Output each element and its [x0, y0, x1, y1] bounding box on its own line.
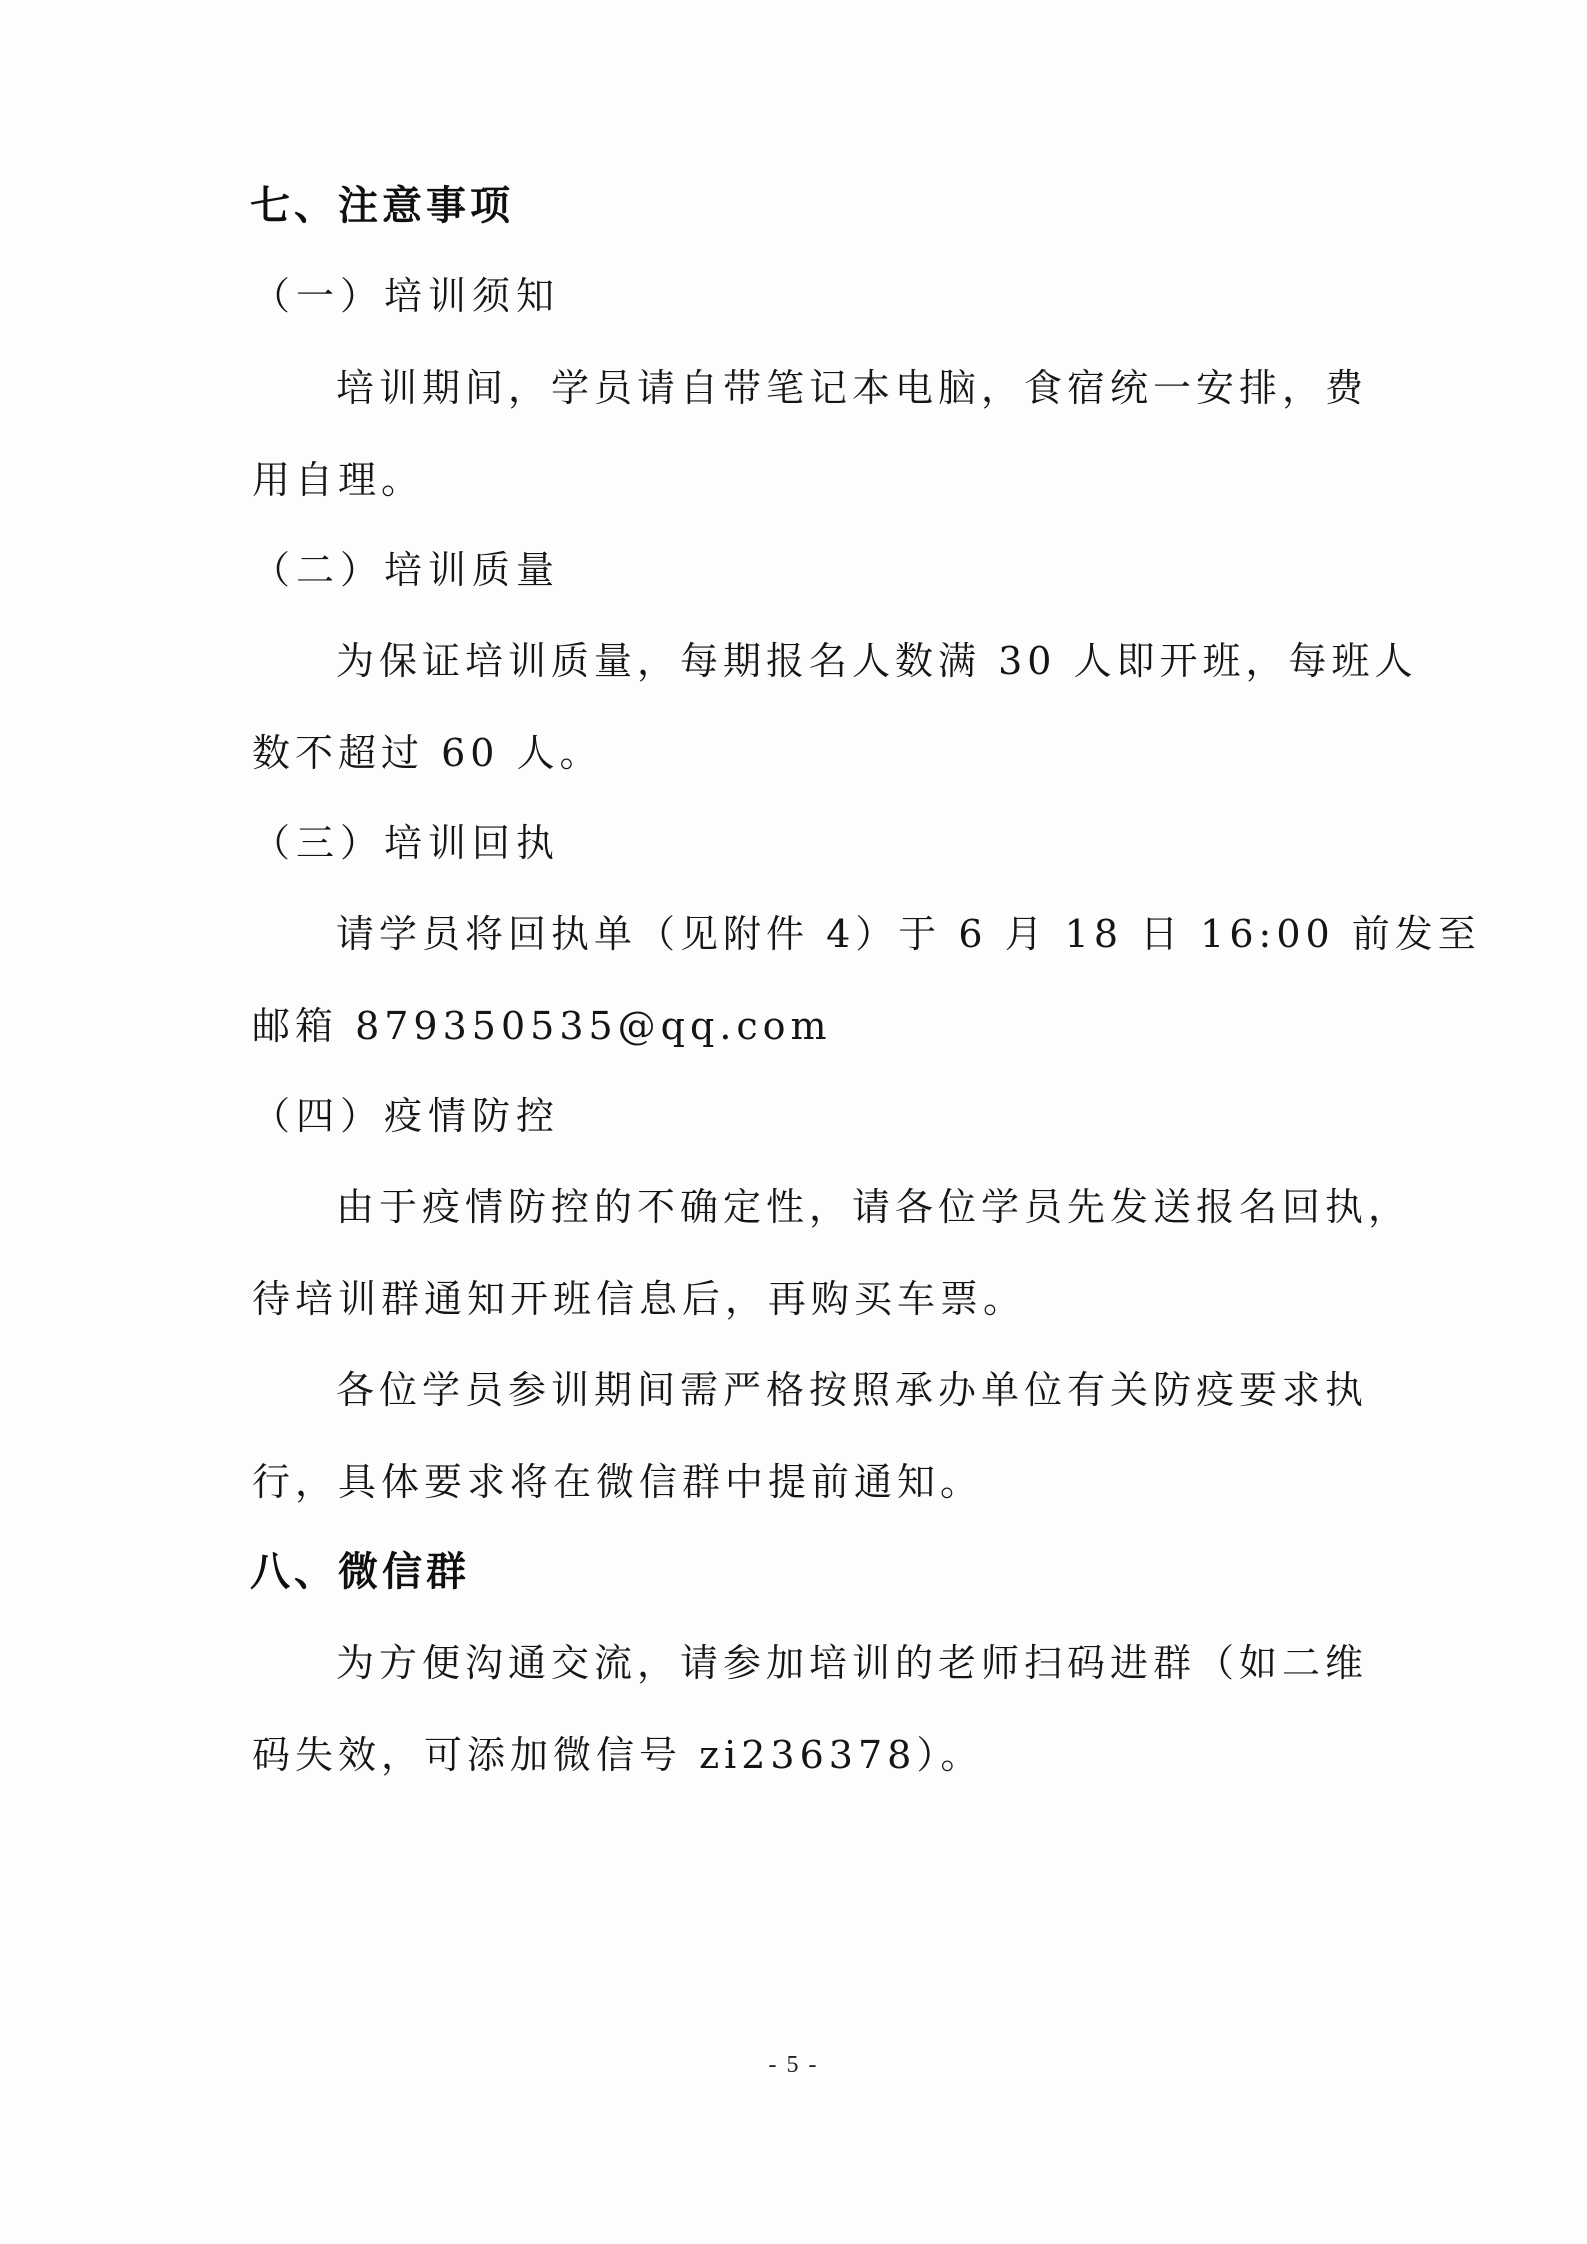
- section-7-heading: 七、注意事项: [250, 183, 514, 229]
- paragraph-line: 用自理。: [252, 458, 425, 502]
- paragraph-line: 各位学员参训期间需严格按照承办单位有关防疫要求执: [336, 1368, 1369, 1412]
- subsection-3-heading: （三）培训回执: [252, 821, 561, 865]
- paragraph-line: 数不超过 60 人。: [252, 731, 603, 775]
- subsection-1-heading: （一）培训须知: [252, 274, 561, 318]
- paragraph-line: 请学员将回执单（见附件 4）于 6 月 18 日 16:00 前发至: [336, 912, 1481, 956]
- paragraph-line: 为方便沟通交流，请参加培训的老师扫码进群（如二维: [336, 1641, 1369, 1685]
- paragraph-line: 培训期间，学员请自带笔记本电脑，食宿统一安排，费: [336, 366, 1369, 410]
- paragraph-line: 待培训群通知开班信息后，再购买车票。: [252, 1277, 1027, 1321]
- paragraph-line: 由于疫情防控的不确定性，请各位学员先发送报名回执，: [336, 1185, 1412, 1229]
- section-8-heading: 八、微信群: [250, 1549, 470, 1595]
- paragraph-line: 行，具体要求将在微信群中提前通知。: [252, 1460, 984, 1504]
- subsection-4-heading: （四）疫情防控: [252, 1094, 561, 1138]
- paragraph-line: 码失效，可添加微信号 zi236378）。: [252, 1733, 984, 1777]
- subsection-2-heading: （二）培训质量: [252, 548, 561, 592]
- paragraph-line: 为保证培训质量，每期报名人数满 30 人即开班，每班人: [336, 639, 1418, 683]
- page-number: - 5 -: [768, 2052, 819, 2078]
- email-line: 邮箱 879350535@qq.com: [252, 1004, 832, 1048]
